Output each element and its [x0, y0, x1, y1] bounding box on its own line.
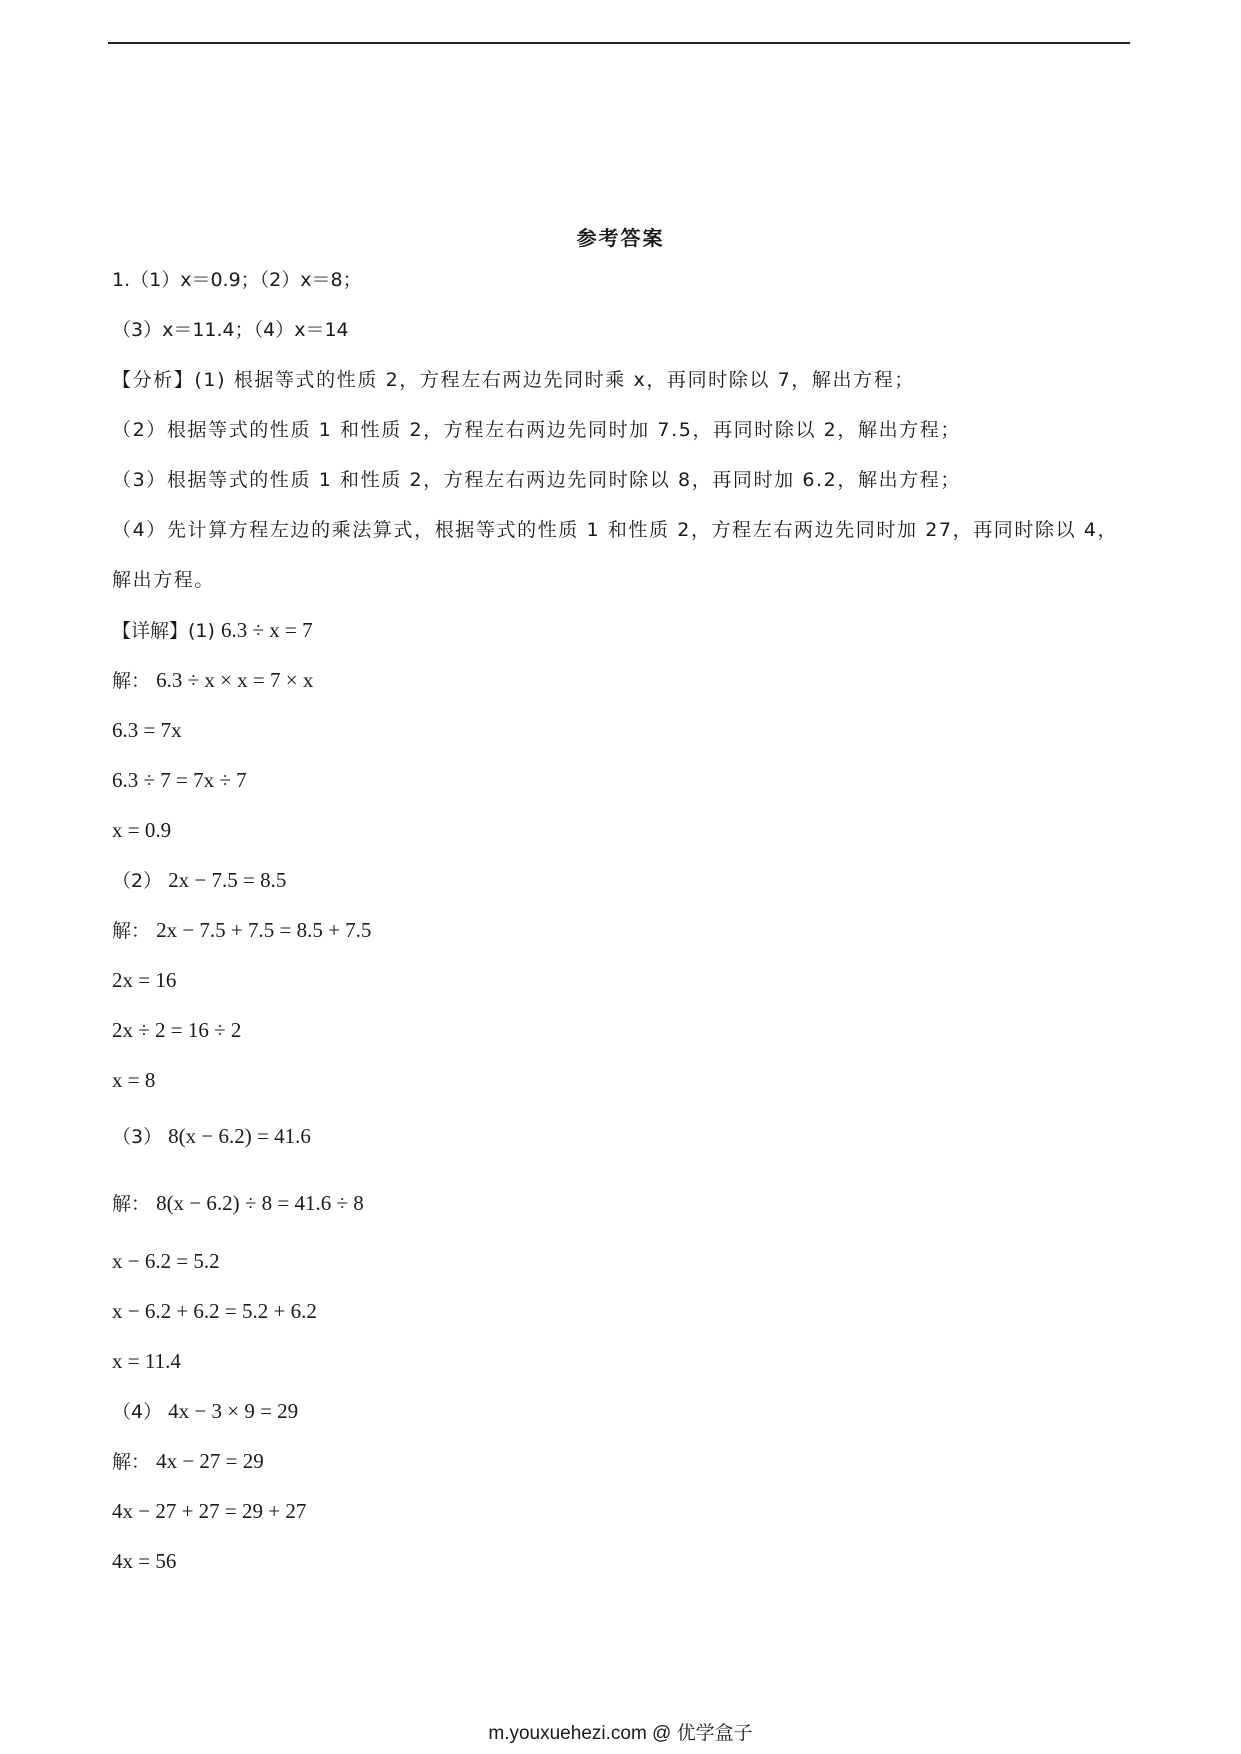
detail-line-4-1 [112, 1399, 298, 1424]
solve-prefix: 解： [112, 920, 151, 942]
solve-prefix: 解： [112, 1193, 151, 1215]
equation: x = 11.4 [112, 1349, 181, 1373]
analysis-paragraph-4-cont: 解出方程。 [112, 569, 216, 591]
detail-line-3-2 [112, 1191, 364, 1216]
detail-label: 【详解】(1) [112, 620, 215, 642]
equation: x − 6.2 = 5.2 [112, 1249, 220, 1273]
equation: 4x − 3 × 9 = 29 [168, 1399, 299, 1423]
equation: 2x ÷ 2 = 16 ÷ 2 [112, 1018, 242, 1042]
answer-line-1: 1.（1）x＝0.9；（2）x＝8； [112, 269, 362, 291]
equation: 2x = 16 [112, 968, 177, 992]
equation: 8(x − 6.2) ÷ 8 = 41.6 ÷ 8 [156, 1191, 364, 1215]
part-label: （4） [112, 1401, 163, 1423]
analysis-paragraph-3: （3）根据等式的性质 1 和性质 2，方程左右两边先同时除以 8，再同时加 6.2，解出方程； [112, 469, 961, 491]
header-rule [108, 42, 1130, 44]
equation: 6.3 = 7x [112, 718, 182, 742]
detail-line-1-2 [112, 668, 313, 693]
detail-line-3-1 [112, 1124, 311, 1149]
solve-prefix: 解： [112, 670, 151, 692]
equation: 8(x − 6.2) = 41.6 [168, 1124, 311, 1148]
equation: x − 6.2 + 6.2 = 5.2 + 6.2 [112, 1299, 317, 1323]
analysis-paragraph-1: 【分析】(1) 根据等式的性质 2，方程左右两边先同时乘 x，再同时除以 7，解出方程； [112, 369, 915, 391]
page-title: 参考答案 [576, 226, 665, 250]
detail-line-4-2 [112, 1449, 264, 1474]
equation: x = 8 [112, 1068, 156, 1092]
equation: 6.3 ÷ x = 7 [220, 618, 313, 642]
equation: 6.3 ÷ 7 = 7x ÷ 7 [112, 768, 247, 792]
equation: 4x − 27 + 27 = 29 + 27 [112, 1499, 307, 1523]
answer-line-2: （3）x＝11.4；（4）x＝14 [112, 319, 349, 341]
equation: 4x − 27 = 29 [156, 1449, 264, 1473]
footer-watermark: m.youxuehezi.com @ 优学盒子 [488, 1723, 753, 1744]
equation: 2x − 7.5 + 7.5 = 8.5 + 7.5 [156, 918, 372, 942]
detail-line-1-1 [112, 618, 313, 643]
equation: x = 0.9 [112, 818, 172, 842]
equation: 6.3 ÷ x × x = 7 × x [156, 668, 314, 692]
part-label: （2） [112, 870, 163, 892]
part-label: （3） [112, 1126, 163, 1148]
equation: 4x = 56 [112, 1549, 177, 1573]
solve-prefix: 解： [112, 1451, 151, 1473]
analysis-paragraph-2: （2）根据等式的性质 1 和性质 2，方程左右两边先同时加 7.5，再同时除以 2，解出方程； [112, 419, 961, 441]
detail-line-2-2 [112, 918, 371, 943]
equation: 2x − 7.5 = 8.5 [168, 868, 287, 892]
analysis-paragraph-4: （4）先计算方程左边的乘法算式，根据等式的性质 1 和性质 2，方程左右两边先同时加 27，再同时除以 4， [112, 519, 1119, 541]
detail-line-2-1 [112, 868, 286, 893]
